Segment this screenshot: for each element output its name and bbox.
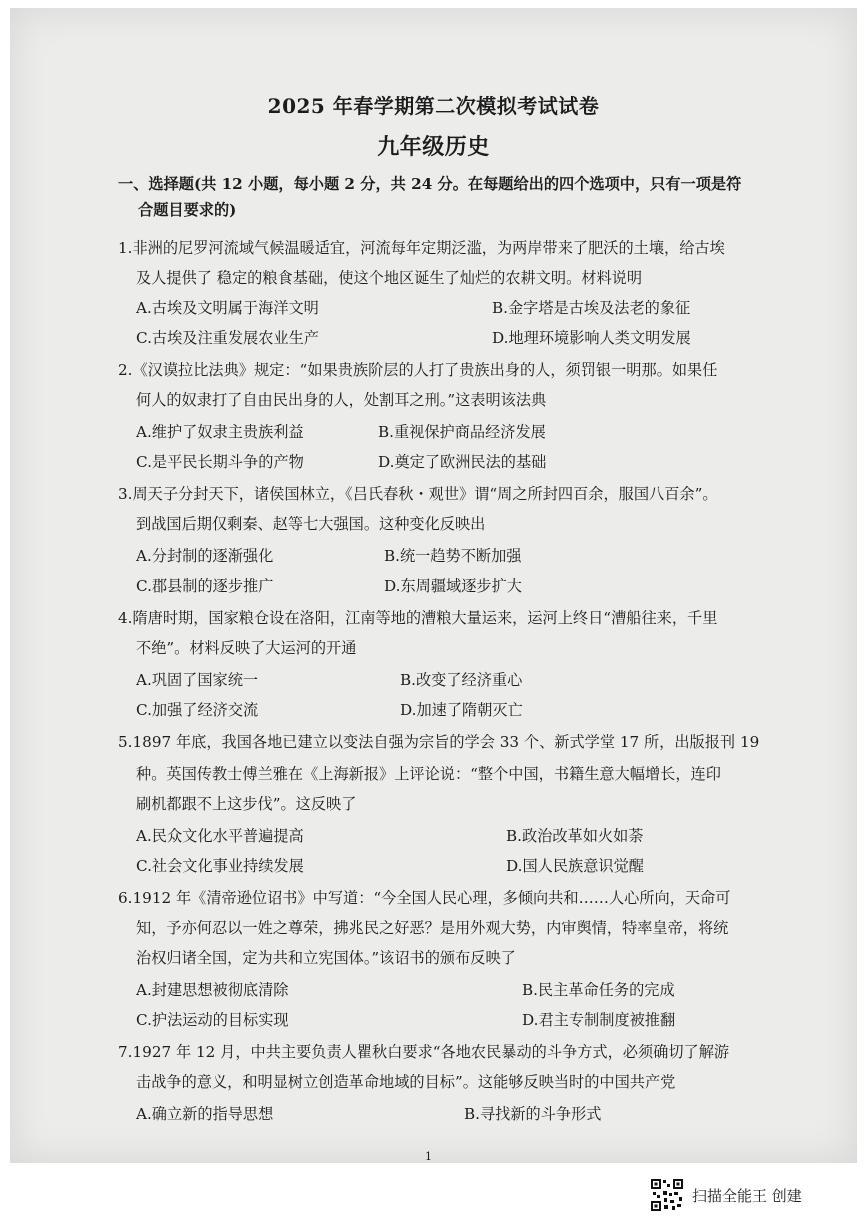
exam-page [10, 8, 857, 1163]
question-1-option-a: A.古埃及文明属于海洋文明 [136, 299, 319, 317]
question-2-text: 2.《汉谟拉比法典》规定：“如果贵族阶层的人打了贵族出身的人，须罚银一明那。如果任 [118, 361, 718, 379]
question-2-option-a: A.维护了奴隶主贵族利益 [136, 423, 304, 441]
question-1-text-cont: 及人提供了 稳定的粮食基础，使这个地区诞生了灿烂的农耕文明。材料说明 [136, 269, 643, 287]
question-5-option-d: D.国人民族意识觉醒 [506, 857, 644, 875]
section-heading: 一、选择题(共 12 小题，每小题 2 分，共 24 分。在每题给出的四个选项中，只有一项是符 [118, 175, 742, 193]
question-4-option-b: B.改变了经济重心 [400, 671, 523, 689]
question-7-text-cont: 击战争的意义，和明显树立创造革命地域的目标”。这能够反映当时的中国共产党 [136, 1073, 676, 1091]
scanner-brand-text: 扫描全能王 创建 [692, 1186, 802, 1205]
question-2-option-b: B.重视保护商品经济发展 [378, 423, 546, 441]
question-3-option-d: D.东周疆域逐步扩大 [384, 577, 522, 595]
question-3-text-cont: 到战国后期仅剩秦、赵等七大强国。这种变化反映出 [136, 515, 486, 533]
page-number: 1 [425, 1150, 432, 1163]
question-3-option-a: A.分封制的逐渐强化 [136, 547, 274, 565]
question-4-text-cont: 不绝”。材料反映了大运河的开通 [136, 639, 357, 657]
question-7-option-a: A.确立新的指导思想 [136, 1105, 274, 1123]
question-6-option-a: A.封建思想被彻底清除 [136, 981, 289, 999]
question-1-option-b: B.金字塔是古埃及法老的象征 [492, 299, 691, 317]
question-5-option-b: B.政治改革如火如荼 [506, 827, 644, 845]
exam-title: 2025 年春学期第二次模拟考试试卷 [267, 94, 600, 118]
question-6-text-cont: 知，予亦何忍以一姓之尊荣，拂兆民之好恶？是用外观大势，内审舆情，特率皇帝，将统 [136, 919, 729, 937]
question-3-text: 3.周天子分封天下，诸侯国林立，《吕氏春秋・观世》谓“周之所封四百余，服国八百余”。 [118, 485, 718, 503]
exam-subject: 九年级历史 [377, 134, 490, 160]
question-6-text: 6.1912 年《清帝逊位诏书》中写道：“今全国人民心理，多倾向共和……人心所向，天命可 [118, 889, 731, 907]
question-6-option-b: B.民主革命任务的完成 [522, 981, 675, 999]
question-5-option-c: C.社会文化事业持续发展 [136, 857, 304, 875]
question-1-option-d: D.地理环境影响人类文明发展 [492, 329, 691, 347]
question-7-text: 7.1927 年 12 月，中共主要负责人瞿秋白要求“各地农民暴动的斗争方式，必须确切了解游 [118, 1043, 730, 1061]
question-6-text-cont-2: 治权归诸全国，定为共和立宪国体。”该诏书的颁布反映了 [136, 949, 516, 967]
question-4-text: 4.隋唐时期，国家粮仓设在洛阳，江南等地的漕粮大量运来，运河上终日“漕船往来，千里 [118, 609, 718, 627]
question-2-option-d: D.奠定了欧洲民法的基础 [378, 453, 547, 471]
scanner-watermark [650, 1172, 860, 1218]
question-3-option-b: B.统一趋势不断加强 [384, 547, 522, 565]
question-2-option-c: C.是平民长期斗争的产物 [136, 453, 304, 471]
question-5-text: 5.1897 年底，我国各地已建立以变法自强为宗旨的学会 33 个、新式学堂 17 所，出版报刊 19 [118, 733, 760, 751]
question-2-text-cont: 何人的奴隶打了自由民出身的人，处割耳之刑。”这表明该法典 [136, 391, 547, 409]
question-1-option-c: C.古埃及注重发展农业生产 [136, 329, 319, 347]
section-heading-cont: 合题目要求的) [138, 201, 237, 219]
question-4-option-d: D.加速了隋朝灭亡 [400, 701, 523, 719]
question-4-option-a: A.巩固了国家统一 [136, 671, 259, 689]
question-5-text-cont: 种。英国传教士傅兰雅在《上海新报》上评论说：“整个中国，书籍生意大幅增长，连印 [136, 765, 721, 783]
question-6-option-d: D.君主专制制度被推翻 [522, 1011, 676, 1029]
qr-code-icon [650, 1178, 684, 1212]
question-1-text: 1.非洲的尼罗河流域气候温暖适宜，河流每年定期泛滥，为两岸带来了肥沃的土壤，给古埃 [118, 239, 725, 257]
question-5-option-a: A.民众文化水平普遍提高 [136, 827, 304, 845]
question-5-text-cont-2: 刷机都跟不上这步伐”。这反映了 [136, 795, 357, 813]
question-3-option-c: C.郡县制的逐步推广 [136, 577, 274, 595]
question-6-option-c: C.护法运动的目标实现 [136, 1011, 289, 1029]
question-4-option-c: C.加强了经济交流 [136, 701, 259, 719]
question-7-option-b: B.寻找新的斗争形式 [464, 1105, 602, 1123]
